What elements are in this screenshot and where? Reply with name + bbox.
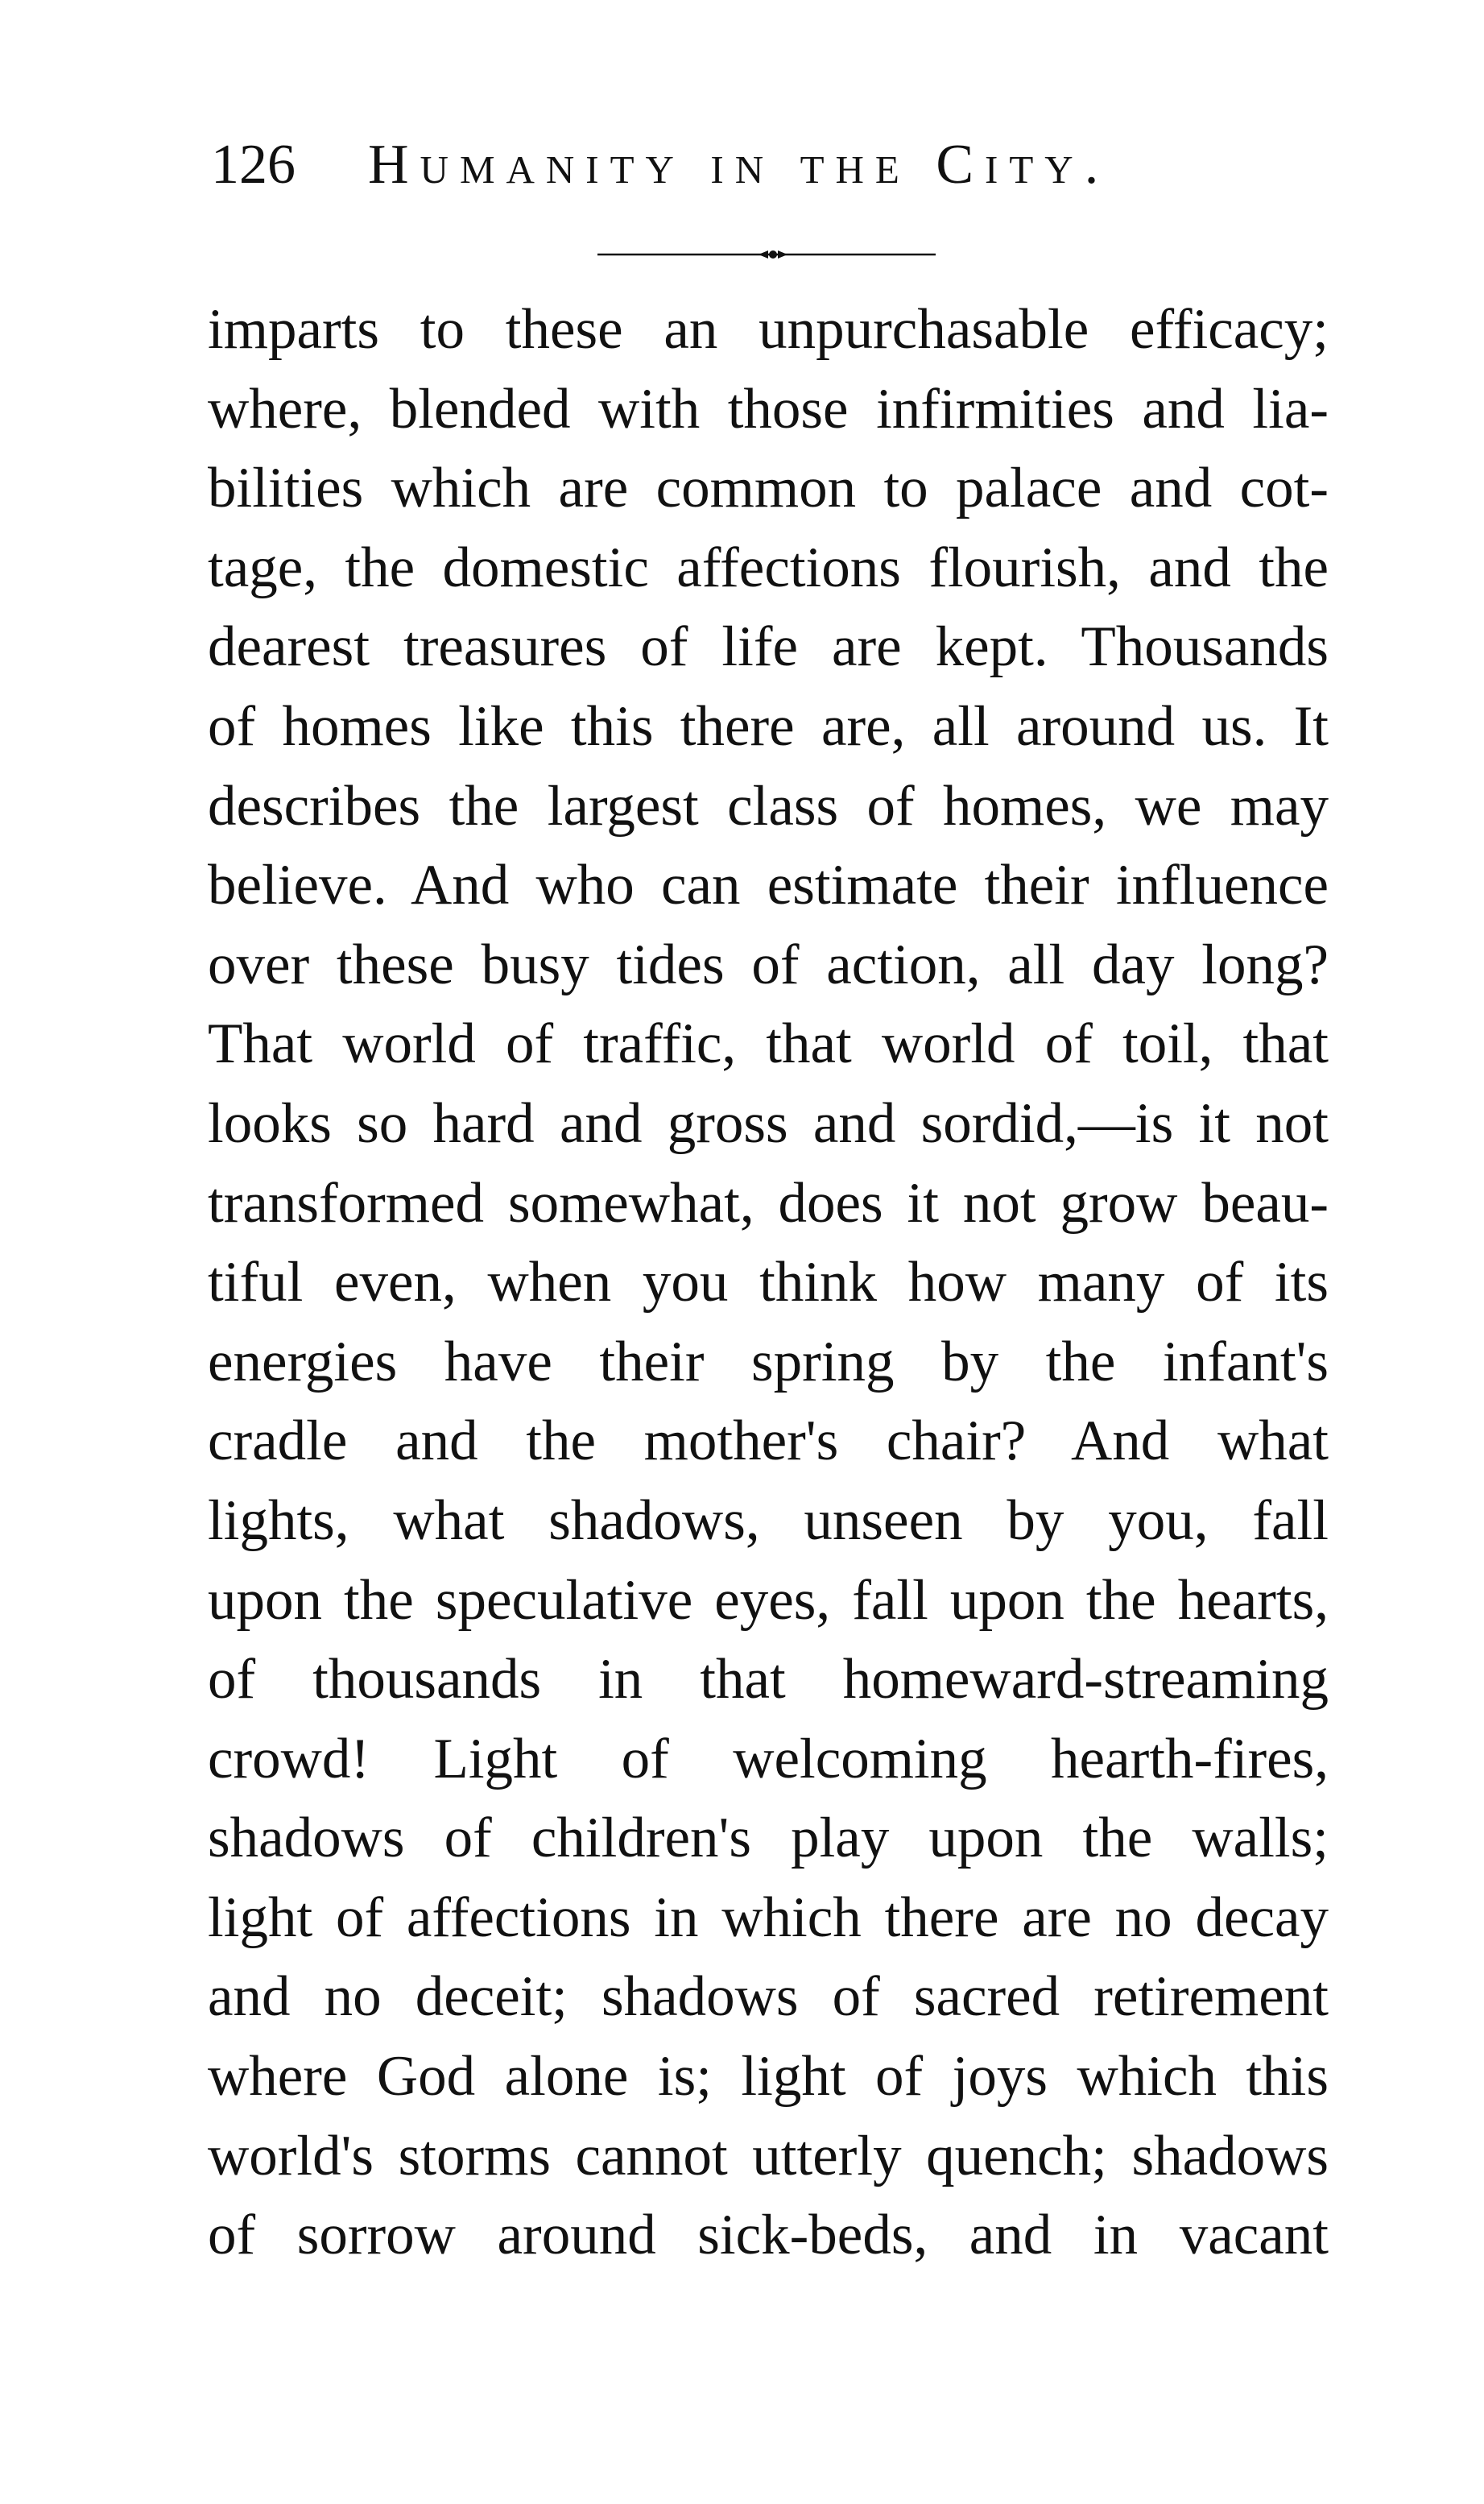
text-line-4: tage, the domestic affections flourish, and the xyxy=(208,536,1329,599)
text-line-19: crowd! Light of welcoming hearth-fires, xyxy=(208,1727,1329,1790)
text-line-7: describes the largest class of homes, we may xyxy=(208,774,1329,838)
body-text xyxy=(208,290,1329,2275)
text-line-15: cradle and the mother's chair? And what xyxy=(208,1409,1329,1473)
text-line-11: looks so hard and gross and sordid,—is it not xyxy=(208,1091,1329,1155)
text-line-25: of sorrow around sick-beds, and in vacant xyxy=(208,2204,1329,2267)
text-line-1: imparts to these an unpurchasable efficacy; xyxy=(208,298,1329,361)
running-head xyxy=(211,121,1274,209)
text-line-21: light of affections in which there are no decay xyxy=(208,1885,1329,1949)
text-line-10: That world of traffic, that world of toil, that xyxy=(208,1012,1329,1076)
text-line-12: transformed somewhat, does it not grow beau- xyxy=(208,1171,1329,1235)
text-line-2: where, blended with those infirmities and lia- xyxy=(208,377,1329,441)
page-number: 126 xyxy=(211,134,296,196)
text-line-6: of homes like this there are, all around us. It xyxy=(208,694,1329,758)
ornament-rule xyxy=(597,248,936,261)
ornament-rule-icon xyxy=(597,248,936,261)
text-line-23: where God alone is; light of joys which this xyxy=(208,2045,1329,2109)
text-line-14: energies have their spring by the infant's xyxy=(208,1330,1329,1393)
text-line-18: of thousands in that homeward-streaming xyxy=(208,1648,1329,1711)
text-line-8: believe. And who can estimate their influence xyxy=(208,854,1329,917)
text-line-9: over these busy tides of action, all day long? xyxy=(208,933,1329,996)
text-line-16: lights, what shadows, unseen by you, fall xyxy=(208,1488,1329,1552)
running-title: Humanity in the City. xyxy=(368,134,1110,196)
text-line-22: and no deceit; shadows of sacred retirement xyxy=(208,1965,1329,2029)
text-line-17: upon the speculative eyes, fall upon the hearts, xyxy=(208,1568,1329,1632)
text-line-20: shadows of children's play upon the walls; xyxy=(208,1807,1329,1870)
text-line-5: dearest treasures of life are kept. Thousands xyxy=(208,615,1329,679)
text-line-24: world's storms cannot utterly quench; shadows xyxy=(208,2124,1329,2187)
text-line-3: bilities which are common to palace and cot- xyxy=(208,457,1329,520)
text-line-13: tiful even, when you think how many of its xyxy=(208,1251,1329,1314)
